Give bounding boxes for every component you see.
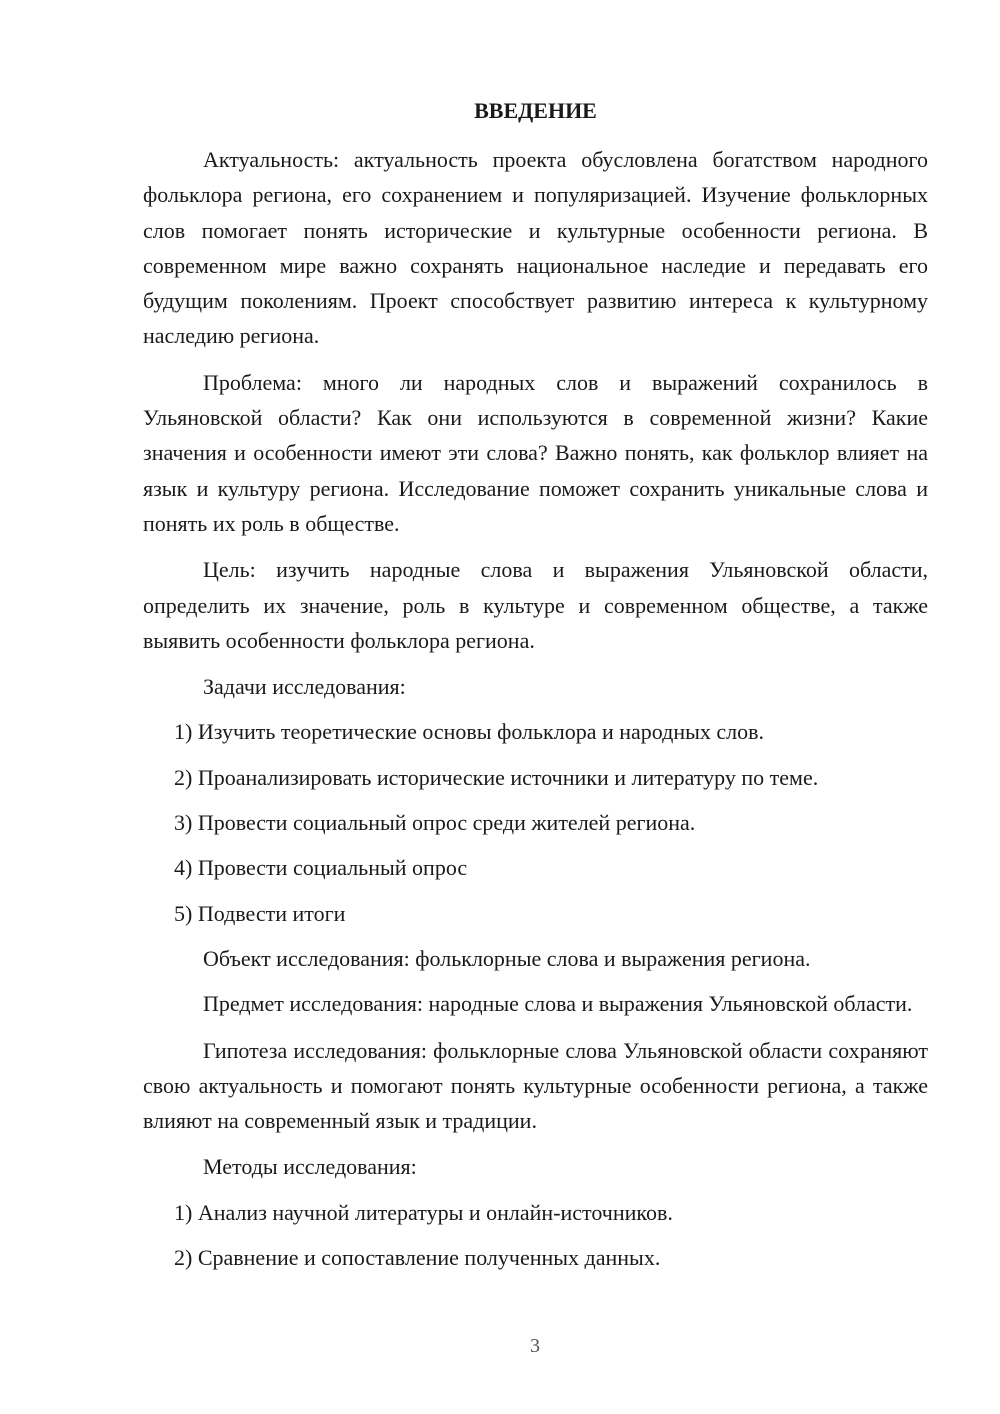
task-item: 4) Провести социальный опрос bbox=[174, 855, 468, 881]
subject-paragraph: Предмет исследования: народные слова и выражения Ульяновской области. bbox=[203, 991, 913, 1017]
hypothesis-paragraph: Гипотеза исследования: фольклорные слова Ульяновской области сохраняют свою актуальность и помогают понять культурные особенности региона, а также влияют на современный язык и традиции. bbox=[143, 1037, 928, 1134]
task-item: 3) Провести социальный опрос среди жителей региона. bbox=[174, 810, 696, 836]
tasks-list bbox=[143, 714, 928, 930]
goal-paragraph: Цель: изучить народные слова и выражения Ульяновской области, определить их значение, роль в культуре и современном обществе, а также выявить особенности фольклора региона. bbox=[143, 557, 928, 653]
page-number: 3 bbox=[530, 1335, 540, 1357]
methods-list bbox=[143, 1195, 928, 1276]
tasks-heading: Задачи исследования: bbox=[203, 674, 406, 700]
task-item: 2) Проанализировать исторические источники и литературу по теме. bbox=[174, 764, 819, 790]
relevance-paragraph: Актуальность: актуальность проекта обусловлена богатством народного фольклора региона, его сохранением и популяризацией. Изучение фольклорных слов помогает понять исторические и культурные особенности региона. В современном мире важно сохранять национальное наследие и передавать его будущим поколениям. Проект способствует развитию интереса к культурному наследию региона. bbox=[143, 147, 928, 349]
object-paragraph: Объект исследования: фольклорные слова и выражения региона. bbox=[203, 945, 811, 971]
task-item: 1) Изучить теоретические основы фольклора и народных слов. bbox=[174, 719, 765, 745]
task-item: 5) Подвести итоги bbox=[174, 900, 346, 926]
method-item: 2) Сравнение и сопоставление полученных данных. bbox=[174, 1245, 661, 1271]
page-content bbox=[143, 96, 928, 1285]
method-item: 1) Анализ научной литературы и онлайн-источников. bbox=[174, 1199, 673, 1225]
methods-heading: Методы исследования: bbox=[203, 1154, 417, 1180]
section-title: ВВЕДЕНИЕ bbox=[474, 98, 597, 123]
problem-paragraph: Проблема: много ли народных слов и выражений сохранилось в Ульяновской области? Как они используются в современной жизни? Какие значения и особенности имеют эти слова? Важно понять, как фольклор влияет на язык и культуру региона. Исследование поможет сохранить уникальные слова и понять их роль в обществе. bbox=[143, 369, 928, 536]
